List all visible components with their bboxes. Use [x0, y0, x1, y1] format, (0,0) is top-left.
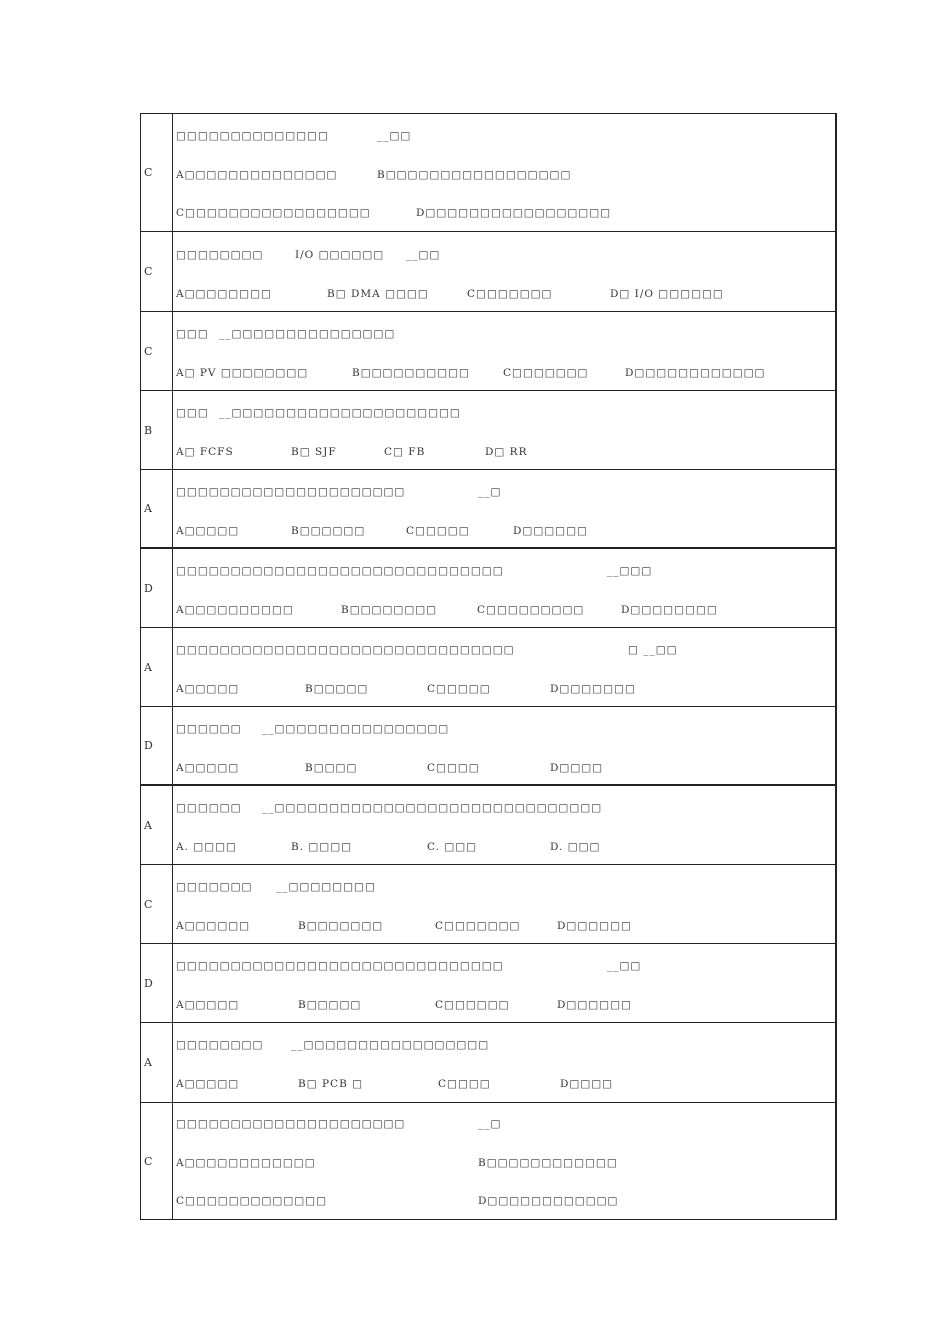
question-stem: □□□□□□□□ [176, 249, 264, 261]
option-c: C□□□□□□□ [503, 367, 589, 379]
option-c: C. □□□ [427, 841, 478, 853]
option-d: D□□□□□□□ [550, 683, 636, 695]
question-row [141, 312, 835, 391]
question-row [141, 1103, 835, 1220]
option-b: B□□□□□□□□□□□□ [478, 1157, 618, 1169]
question-body [173, 944, 835, 1022]
option-b: B□□□□□□□□ [341, 604, 438, 616]
option-d: D□□□□ [550, 762, 604, 774]
option-c: C□ FB [384, 446, 426, 458]
question-row [141, 391, 835, 470]
answer-key: B [141, 391, 173, 469]
option-d: D□□□□□□□□□□□□ [625, 367, 766, 379]
option-d: D□□□□□□□□□□□□□□□□□ [416, 207, 612, 219]
option-d: D□□□□□□□□ [621, 604, 718, 616]
question-blank: __□□□□□□□□□□□□□□□□□□□□□ [219, 407, 461, 419]
option-a: A□□□□□□□□□□ [176, 604, 294, 616]
option-b: B□ PCB □ [298, 1078, 364, 1090]
option-d: D. □□□ [550, 841, 601, 853]
option-d: D□ I/O □□□□□□ [610, 288, 724, 300]
answer-key: C [141, 114, 173, 231]
option-d: D□□□□ [560, 1078, 614, 1090]
question-body [173, 232, 835, 311]
question-blank: __□□ [377, 130, 412, 142]
question-body [173, 786, 835, 864]
question-stem: □□□□□□□□□□□□□□□□□□□□□□□□□□□□□□ [176, 565, 504, 577]
answer-key: C [141, 1103, 173, 1219]
question-blank: __□□ [607, 960, 642, 972]
question-stem: □□□□□□□□□□□□□□□□□□□□□□□□□□□□□□ [176, 960, 504, 972]
question-body [173, 1023, 835, 1102]
question-stem: □□□ [176, 407, 209, 419]
question-blank: __□□□ [607, 565, 653, 577]
option-b: B□ SJF [291, 446, 337, 458]
question-stem: □□□□□□ [176, 802, 242, 814]
question-stem: □□□□□□□ [176, 881, 253, 893]
question-blank: __□ [478, 1118, 502, 1130]
question-blank: □ __□□ [628, 644, 678, 656]
option-a: A□□□□□ [176, 1078, 240, 1090]
question-blank: __□□□□□□□□□□□□□□□□ [262, 723, 450, 735]
option-a: A. □□□□ [176, 841, 237, 853]
question-stem: □□□□□□□□□□□□□□□□□□□□□ [176, 486, 406, 498]
option-d: D□ RR [485, 446, 528, 458]
answer-key: A [141, 470, 173, 547]
question-stem-part: I/O □□□□□□ [295, 249, 385, 261]
question-body [173, 707, 835, 784]
answer-key: A [141, 786, 173, 864]
option-b: B□□□□□□□□□□ [352, 367, 470, 379]
option-a: A□□□□□□□□□□□□□□ [176, 169, 338, 181]
question-blank: __□□□□□□□□□□□□□□□□□□□□□□□□□□□□□□ [262, 802, 603, 814]
question-row [141, 114, 835, 232]
option-b: B□□□□ [305, 762, 358, 774]
option-a: A□□□□□□□□□□□□ [176, 1157, 316, 1169]
option-d: D□□□□□□ [557, 920, 632, 932]
answer-key: A [141, 628, 173, 706]
option-c: C□□□□□□□ [435, 920, 521, 932]
option-a: A□□□□□ [176, 999, 240, 1011]
question-body [173, 312, 835, 390]
question-row [141, 944, 835, 1023]
question-blank: __□□ [406, 249, 441, 261]
option-c: C□□□□□ [427, 683, 491, 695]
question-stem: □□□ [176, 328, 209, 340]
option-c: C□□□□□□ [435, 999, 510, 1011]
option-a: A□ PV □□□□□□□□ [176, 367, 309, 379]
option-a: A□□□□□ [176, 525, 240, 537]
answer-key: A [141, 1023, 173, 1102]
question-blank: __□□□□□□□□ [276, 881, 376, 893]
question-stem: □□□□□□□□ [176, 1039, 264, 1051]
question-body [173, 470, 835, 547]
question-row [141, 232, 835, 312]
option-c: C□□□□□□□□□ [477, 604, 585, 616]
option-c: C□□□□□□□□□□□□□□□□□ [176, 207, 371, 219]
question-stem: □□□□□□□□□□□□□□□□□□□□□□□□□□□□□□□ [176, 644, 515, 656]
question-body [173, 391, 835, 469]
option-a: A□□□□□ [176, 683, 240, 695]
question-row [141, 470, 835, 549]
question-row [141, 1023, 835, 1103]
option-b: B. □□□□ [291, 841, 353, 853]
option-a: A□□□□□ [176, 762, 240, 774]
option-b: B□□□□□□ [291, 525, 366, 537]
question-stem: □□□□□□□□□□□□□□ [176, 130, 329, 142]
answer-key: C [141, 865, 173, 943]
question-row [141, 549, 835, 628]
question-stem: □□□□□□□□□□□□□□□□□□□□□ [176, 1118, 406, 1130]
option-c: C□□□□ [438, 1078, 491, 1090]
option-d: D□□□□□□□□□□□□ [478, 1195, 619, 1207]
option-c: C□□□□ [427, 762, 480, 774]
option-c: C□□□□□□□ [467, 288, 553, 300]
question-stem: □□□□□□ [176, 723, 242, 735]
question-blank: __□ [478, 486, 502, 498]
option-c: C□□□□□ [406, 525, 470, 537]
option-a: A□□□□□□ [176, 920, 251, 932]
question-row [141, 865, 835, 944]
question-row [141, 628, 835, 707]
option-a: A□□□□□□□□ [176, 288, 272, 300]
question-body [173, 1103, 835, 1219]
question-row [141, 786, 835, 865]
option-b: B□□□□□ [305, 683, 369, 695]
answer-key: C [141, 312, 173, 390]
option-b: B□ DMA □□□□ [327, 288, 429, 300]
option-b: B□□□□□□□ [298, 920, 384, 932]
question-blank: __□□□□□□□□□□□□□□□ [219, 328, 396, 340]
question-body [173, 865, 835, 943]
answer-key: C [141, 232, 173, 311]
option-a: A□ FCFS [176, 446, 234, 458]
question-body [173, 628, 835, 706]
answer-key: D [141, 707, 173, 784]
option-c: C□□□□□□□□□□□□□ [176, 1195, 328, 1207]
option-d: D□□□□□□ [557, 999, 632, 1011]
question-body [173, 114, 835, 231]
answer-key: D [141, 549, 173, 627]
option-b: B□□□□□□□□□□□□□□□□□ [377, 169, 572, 181]
question-row [141, 707, 835, 786]
question-blank: __□□□□□□□□□□□□□□□□□ [291, 1039, 490, 1051]
option-d: D□□□□□□ [513, 525, 588, 537]
question-body [173, 549, 835, 627]
question-table [140, 113, 837, 1220]
option-b: B□□□□□ [298, 999, 362, 1011]
answer-key: D [141, 944, 173, 1022]
